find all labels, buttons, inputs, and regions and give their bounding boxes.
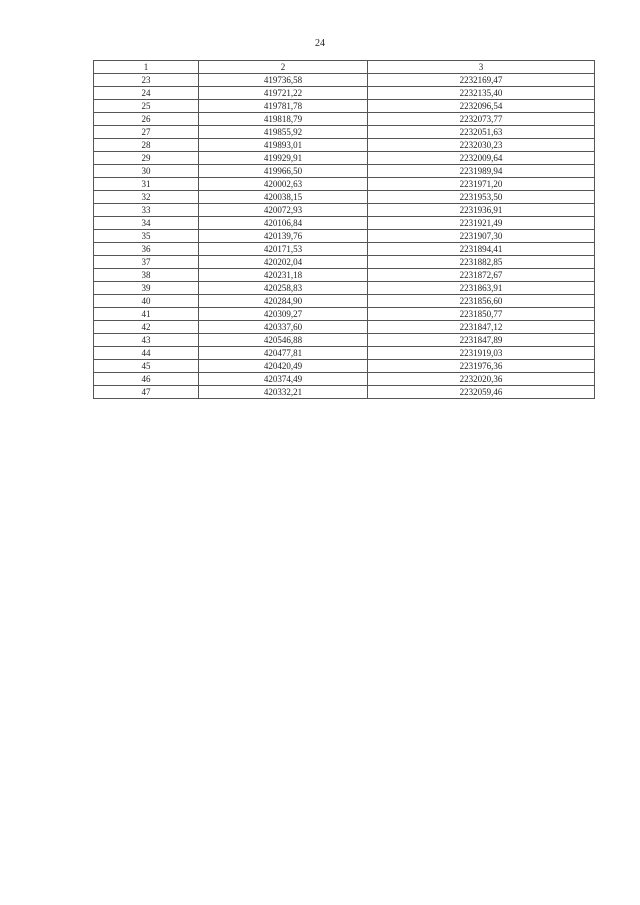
y-coordinate-cell: 2231953,50 [368,191,595,204]
coordinates-table [93,60,595,399]
x-coordinate-cell: 419855,92 [199,126,368,139]
point-number-cell: 45 [94,360,199,373]
x-coordinate-cell: 420106,84 [199,217,368,230]
point-number-cell: 43 [94,334,199,347]
x-coordinate-cell: 419721,22 [199,87,368,100]
x-coordinate-cell: 420546,88 [199,334,368,347]
table-row [94,295,595,308]
point-number-cell: 35 [94,230,199,243]
y-coordinate-cell: 2232009,64 [368,152,595,165]
point-number-cell: 44 [94,347,199,360]
point-number-cell: 24 [94,87,199,100]
x-coordinate-cell: 420171,53 [199,243,368,256]
x-coordinate-cell: 419929,91 [199,152,368,165]
y-coordinate-cell: 2232051,63 [368,126,595,139]
table-row [94,347,595,360]
x-coordinate-cell: 420002,63 [199,178,368,191]
point-number-cell: 27 [94,126,199,139]
y-coordinate-cell: 2232020,36 [368,373,595,386]
y-coordinate-cell: 2231971,20 [368,178,595,191]
x-coordinate-cell: 419893,01 [199,139,368,152]
x-coordinate-cell: 419736,58 [199,74,368,87]
table-row [94,334,595,347]
table-row [94,256,595,269]
point-number-cell: 40 [94,295,199,308]
table-row [94,386,595,399]
table-row [94,230,595,243]
y-coordinate-cell: 2231847,89 [368,334,595,347]
table-header-row [94,61,595,74]
table-row [94,113,595,126]
point-number-cell: 34 [94,217,199,230]
y-coordinate-cell: 2231894,41 [368,243,595,256]
header-cell-3: 3 [368,61,595,74]
header-cell-2: 2 [199,61,368,74]
y-coordinate-cell: 2231936,91 [368,204,595,217]
y-coordinate-cell: 2231989,94 [368,165,595,178]
point-number-cell: 26 [94,113,199,126]
point-number-cell: 30 [94,165,199,178]
x-coordinate-cell: 420477,81 [199,347,368,360]
y-coordinate-cell: 2231850,77 [368,308,595,321]
y-coordinate-cell: 2232135,40 [368,87,595,100]
x-coordinate-cell: 419781,78 [199,100,368,113]
table-row [94,100,595,113]
point-number-cell: 25 [94,100,199,113]
y-coordinate-cell: 2231919,03 [368,347,595,360]
point-number-cell: 41 [94,308,199,321]
x-coordinate-cell: 420284,90 [199,295,368,308]
table-row [94,87,595,100]
table-row [94,308,595,321]
table-row [94,321,595,334]
point-number-cell: 46 [94,373,199,386]
table-row [94,360,595,373]
table-row [94,282,595,295]
x-coordinate-cell: 420332,21 [199,386,368,399]
point-number-cell: 32 [94,191,199,204]
table-row [94,204,595,217]
y-coordinate-cell: 2232059,46 [368,386,595,399]
table-row [94,191,595,204]
y-coordinate-cell: 2232169,47 [368,74,595,87]
table-row [94,74,595,87]
table-row [94,217,595,230]
x-coordinate-cell: 420309,27 [199,308,368,321]
table-row [94,269,595,282]
x-coordinate-cell: 419818,79 [199,113,368,126]
x-coordinate-cell: 420072,93 [199,204,368,217]
table-row [94,126,595,139]
x-coordinate-cell: 420337,60 [199,321,368,334]
x-coordinate-cell: 420038,15 [199,191,368,204]
x-coordinate-cell: 420139,76 [199,230,368,243]
y-coordinate-cell: 2231921,49 [368,217,595,230]
x-coordinate-cell: 420374,49 [199,373,368,386]
table-body [94,74,595,399]
y-coordinate-cell: 2232096,54 [368,100,595,113]
point-number-cell: 37 [94,256,199,269]
table-row [94,139,595,152]
point-number-cell: 33 [94,204,199,217]
x-coordinate-cell: 420420,49 [199,360,368,373]
y-coordinate-cell: 2231856,60 [368,295,595,308]
table-row [94,152,595,165]
y-coordinate-cell: 2231976,36 [368,360,595,373]
x-coordinate-cell: 420202,04 [199,256,368,269]
y-coordinate-cell: 2231863,91 [368,282,595,295]
x-coordinate-cell: 420231,18 [199,269,368,282]
table-row [94,178,595,191]
x-coordinate-cell: 420258,83 [199,282,368,295]
y-coordinate-cell: 2231872,67 [368,269,595,282]
y-coordinate-cell: 2232073,77 [368,113,595,126]
point-number-cell: 47 [94,386,199,399]
point-number-cell: 28 [94,139,199,152]
x-coordinate-cell: 419966,50 [199,165,368,178]
table-row [94,373,595,386]
point-number-cell: 36 [94,243,199,256]
point-number-cell: 23 [94,74,199,87]
y-coordinate-cell: 2231882,85 [368,256,595,269]
header-cell-1: 1 [94,61,199,74]
point-number-cell: 38 [94,269,199,282]
y-coordinate-cell: 2232030,23 [368,139,595,152]
y-coordinate-cell: 2231847,12 [368,321,595,334]
point-number-cell: 31 [94,178,199,191]
table-row [94,165,595,178]
page-number: 24 [315,38,325,49]
point-number-cell: 42 [94,321,199,334]
point-number-cell: 39 [94,282,199,295]
point-number-cell: 29 [94,152,199,165]
y-coordinate-cell: 2231907,30 [368,230,595,243]
table-row [94,243,595,256]
